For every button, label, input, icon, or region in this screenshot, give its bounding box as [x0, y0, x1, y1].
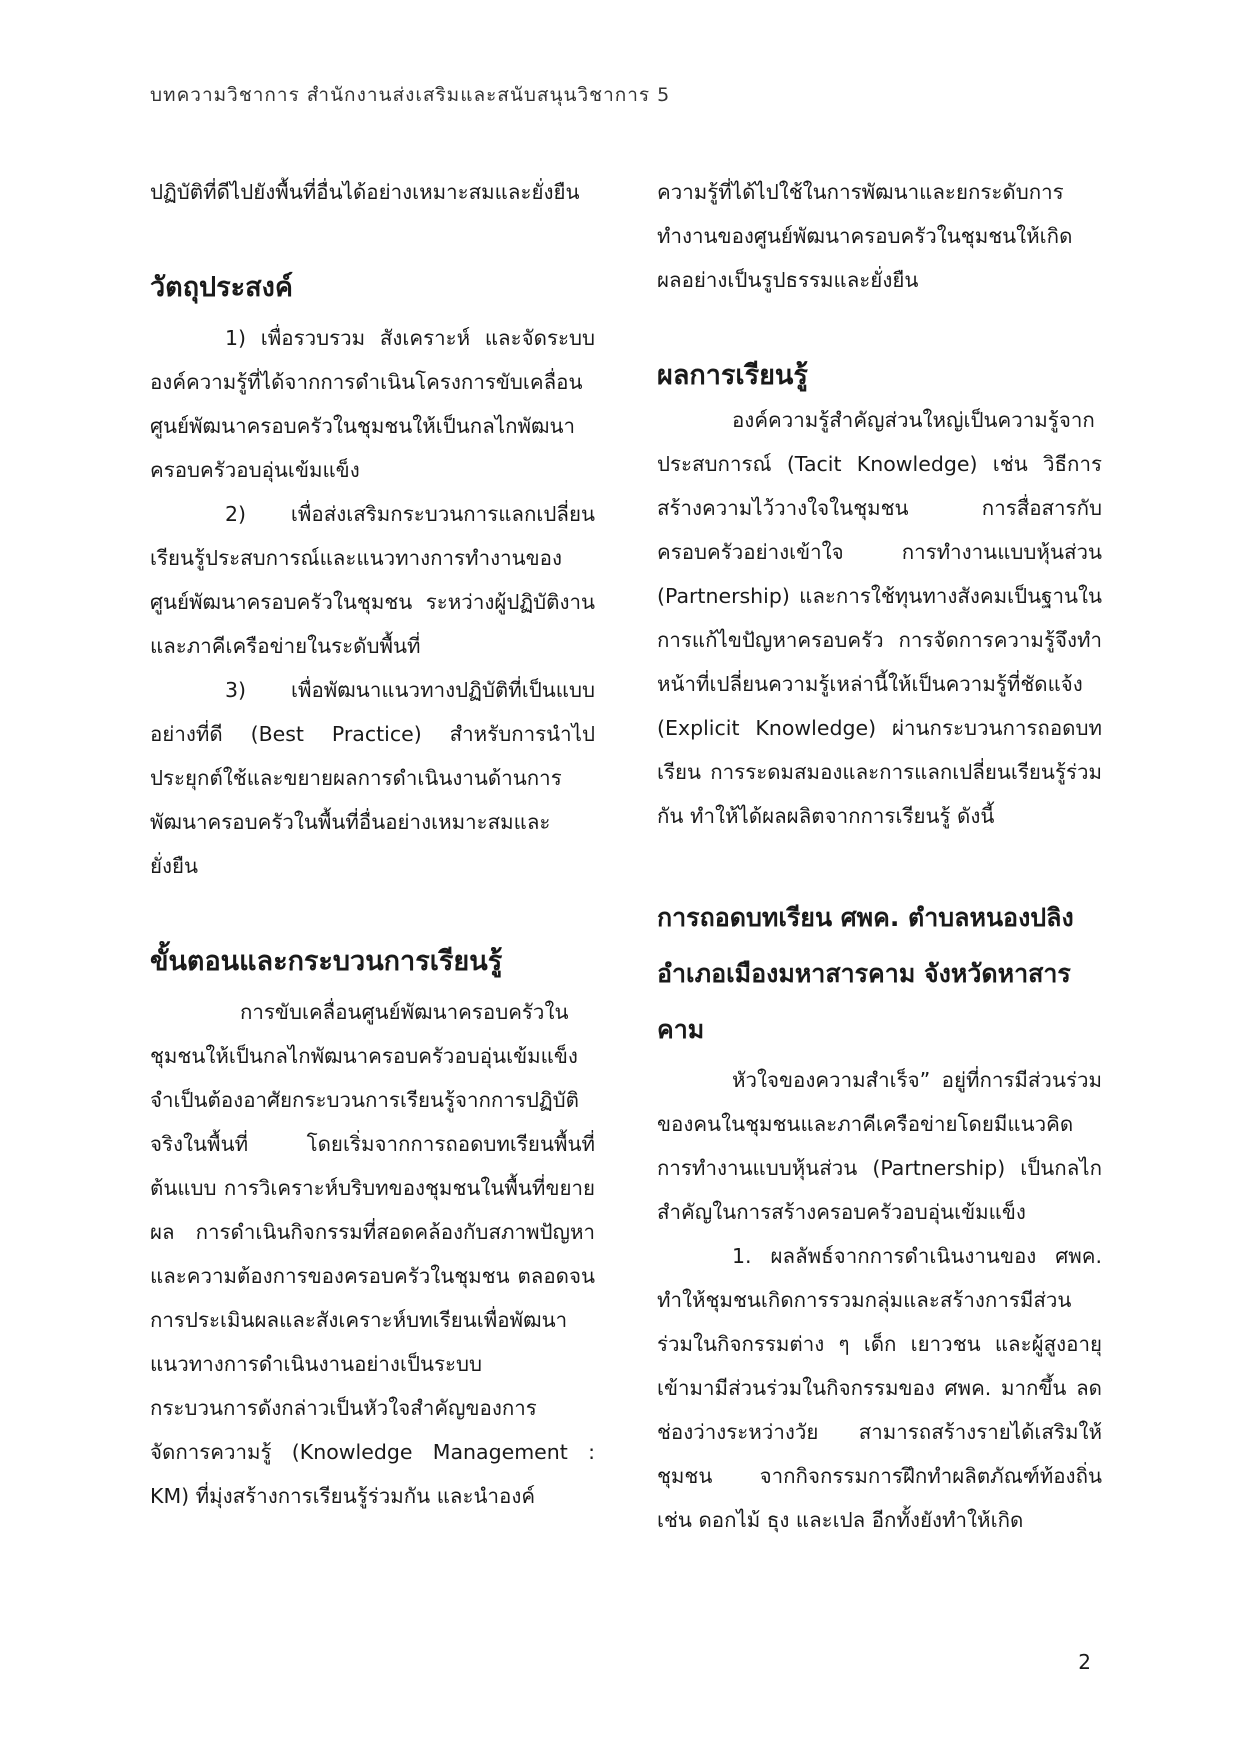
- process-paragraph: การขับเคลื่อนศูนย์พัฒนาครอบครัวในชุมชนให้เป็นกลไกพัฒนาครอบครัวอบอุ่นเข้มแข็งจำเป็นต้องอาศัยกระบวนการเรียนรู้จากการปฏิบัติจริงในพื้นที่ โดยเริ่มจากการถอดบทเรียนพื้นที่ต้นแบบ การวิเคราะห์บริบทของชุมชนในพื้นที่ขยายผล การดำเนินกิจกรรมที่สอดคล้องกับสภาพปัญหาและความต้องการของครอบครัวในชุมชน ตลอดจนการประเมินผลและสังเคราะห์บทเรียนเพื่อพัฒนาแนวทางการดำเนินงานอย่างเป็นระบบ กระบวนการดังกล่าวเป็นหัวใจสำคัญของการจัดการความรู้ (Knowledge Management : KM) ที่มุ่งสร้างการเรียนรู้ร่วมกัน และนำองค์: [150, 1000, 595, 1508]
- objective-1-paragraph: 1) เพื่อรวบรวม สังเคราะห์ และจัดระบบองค์ความรู้ที่ได้จากการดำเนินโครงการขับเคลื่อนศูนย์พัฒนาครอบครัวในชุมชนให้เป็นกลไกพัฒนาครอบครัวอบอุ่นเข้มแข็ง: [150, 326, 595, 482]
- lesson-paragraph: หัวใจของความสำเร็จ” อยู่ที่การมีส่วนร่วมของคนในชุมชนและภาคีเครือข่ายโดยมีแนวคิดการทำงานแบบหุ้นส่วน (Partnership) เป็นกลไกสำคัญในการสร้างครอบครัวอบอุ่นเข้มแข็ง: [657, 1068, 1102, 1224]
- process-heading: ขั้นตอนและกระบวนการเรียนรู้: [150, 946, 503, 977]
- lesson-heading-line-1: การถอดบทเรียน ศพค. ตำบลหนองปลิง: [657, 903, 1074, 932]
- lesson-heading-line-2: อำเภอเมืองมหาสารคาม จังหวัดหาสารคาม: [657, 959, 1071, 1044]
- running-header: บทความวิชาการ สำนักงานส่งเสริมและสนับสนุนวิชาการ 5: [150, 84, 671, 106]
- results-paragraph: องค์ความรู้สำคัญส่วนใหญ่เป็นความรู้จากประสบการณ์ (Tacit Knowledge) เช่น วิธีการสร้างความไว้วางใจในชุมชน การสื่อสารกับครอบครัวอย่างเข้าใจ การทำงานแบบหุ้นส่วน (Partnership) และการใช้ทุนทางสังคมเป็นฐานในการแก้ไขปัญหาครอบครัว การจัดการความรู้จึงทำหน้าที่เปลี่ยนความรู้เหล่านี้ให้เป็นความรู้ที่ชัดแจ้ง (Explicit Knowledge) ผ่านกระบวนการถอดบทเรียน การระดมสมองและการแลกเปลี่ยนเรียนรู้ร่วมกัน ทำให้ได้ผลผลิตจากการเรียนรู้ ดังนี้: [657, 408, 1102, 828]
- result-1-paragraph: 1. ผลลัพธ์จากการดำเนินงานของ ศพค. ทำให้ชุมชนเกิดการรวมกลุ่มและสร้างการมีส่วนร่วมในกิจกรรมต่าง ๆ เด็ก เยาวชน และผู้สูงอายุเข้ามามีส่วนร่วมในกิจกรรมของ ศพค. มากขึ้น ลดช่องว่างระหว่างวัย สามารถสร้างรายได้เสริมให้ชุมชน จากกิจกรรมการฝึกทำผลิตภัณฑ์ท้องถิ่น เช่น ดอกไม้ ธุง และเปล อีกทั้งยังทำให้เกิด: [657, 1244, 1102, 1532]
- objective-3-paragraph: 3) เพื่อพัฒนาแนวทางปฏิบัติที่เป็นแบบอย่างที่ดี (Best Practice) สำหรับการนำไปประยุกต์ใช้และขยายผลการดำเนินงานด้านการพัฒนาครอบครัวในพื้นที่อื่นอย่างเหมาะสมและยั่งยืน: [150, 678, 595, 878]
- objective-2-paragraph: 2) เพื่อส่งเสริมกระบวนการแลกเปลี่ยนเรียนรู้ประสบการณ์และแนวทางการทำงานของศูนย์พัฒนาครอบครัวในชุมชน ระหว่างผู้ปฏิบัติงานและภาคีเครือข่ายในระดับพื้นที่: [150, 502, 595, 658]
- left-column: [150, 170, 595, 1518]
- page-number: 2: [1078, 1650, 1091, 1674]
- continuation-paragraph: ความรู้ที่ได้ไปใช้ในการพัฒนาและยกระดับการทำงานของศูนย์พัฒนาครอบครัวในชุมชนให้เกิดผลอย่างเป็นรูปธรรมและยั่งยืน: [657, 180, 1073, 292]
- intro-tail-paragraph: ปฏิบัติที่ดีไปยังพื้นที่อื่นได้อย่างเหมาะสมและยั่งยืน: [150, 180, 580, 204]
- right-column: [657, 170, 1102, 1542]
- objectives-heading: วัตถุประสงค์: [150, 272, 293, 303]
- results-heading: ผลการเรียนรู้: [657, 360, 808, 391]
